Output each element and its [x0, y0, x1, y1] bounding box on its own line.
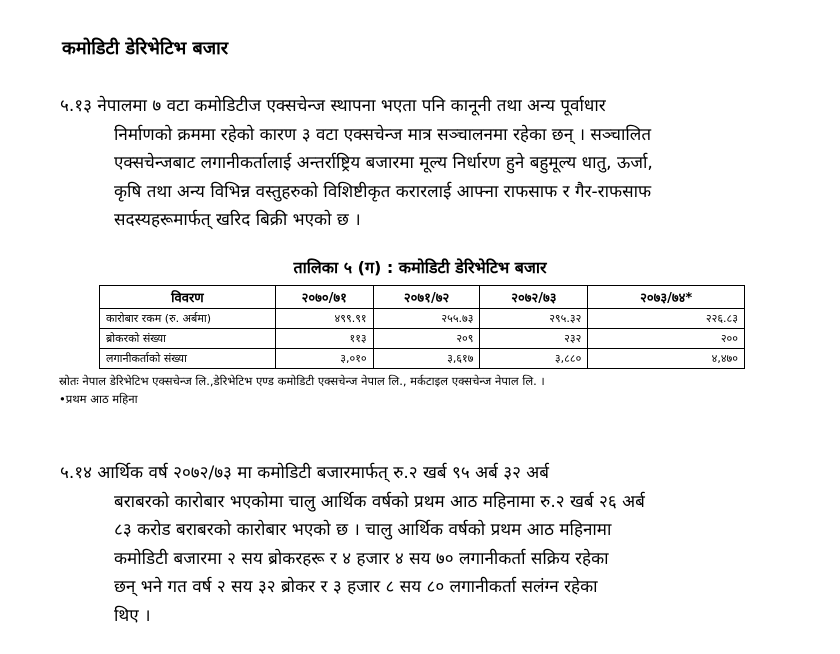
table-footnote: •प्रथम आठ महिना: [59, 392, 138, 406]
paragraph-text: नेपालमा ७ वटा कमोडिटीज एक्सचेन्ज स्थापना भएता पनि कानूनी तथा अन्य पूर्वाधार: [97, 96, 606, 116]
paragraph-number: ५.१३: [60, 96, 92, 116]
table-title: तालिका ५ (ग) : कमोडिटी डेरिभेटिभ बजार: [293, 258, 547, 277]
column-header: २०७३/७४*: [588, 286, 745, 309]
paragraph-line: एक्सचेन्जबाट लगानीकर्तालाई अन्तर्राष्ट्रिय बजारमा मूल्य निर्धारण हुने बहुमूल्य धातु, ऊर्जा,: [114, 153, 653, 173]
row-label: कारोबार रकम (रु. अर्बमा): [100, 309, 276, 329]
paragraph-line: थिए ।: [114, 605, 151, 626]
table-row: [100, 309, 745, 329]
table-cell: २३२: [480, 329, 588, 349]
column-header: विवरण: [100, 286, 276, 309]
paragraph-number: ५.१४: [60, 463, 92, 483]
column-header: २०७०/७१: [275, 286, 373, 309]
paragraph-line: कमोडिटी बजारमा २ सय ब्रोकरहरू र ४ हजार ४ सय ७० लगानीकर्ता सक्रिय रहेका: [114, 548, 609, 569]
row-label: ब्रोकरको संख्या: [100, 329, 276, 349]
table-cell: ११३: [275, 329, 373, 349]
table-cell: २५५.७३: [373, 309, 480, 329]
paragraph-line: [60, 459, 760, 488]
table-cell: ३,८८०: [480, 349, 588, 369]
paragraph-text: आर्थिक वर्ष २०७२/७३ मा कमोडिटी बजारमार्फत् रु.२ खर्ब ९५ अर्ब ३२ अर्ब: [97, 463, 550, 483]
paragraph-line: ८३ करोड बराबरको कारोबार भएको छ । चालु आर्थिक वर्षको प्रथम आठ महिनामा: [114, 520, 612, 540]
table-row: [100, 349, 745, 369]
paragraph-line: [60, 92, 760, 121]
table-source-note: स्रोतः नेपाल डेरिभेटिभ एक्सचेन्ज लि.,डेरिभेटिभ एण्ड कमोडिटी एक्सचेन्ज नेपाल लि., मर्कटाइल एक्सचेन्ज नेपाल लि. ।: [59, 374, 545, 388]
paragraph-line: सदस्यहरूमार्फत् खरिद बिक्री भएको छ ।: [114, 210, 361, 230]
column-header: २०७२/७३: [480, 286, 588, 309]
row-label: लगानीकर्ताको संख्या: [100, 349, 276, 369]
paragraph-5-13: [60, 92, 760, 235]
paragraph-line: छन् भने गत वर्ष २ सय ३२ ब्रोकर र ३ हजार ८ सय ८० लगानीकर्ता सलंग्न रहेका: [114, 577, 598, 597]
paragraph-line: कृषि तथा अन्य विभिन्न वस्तुहरुको विशिष्टीकृत करारलाई आफ्ना राफसाफ र गैर-राफसाफ: [114, 181, 652, 202]
table-cell: २९५.३२: [480, 309, 588, 329]
table-cell: ३,०१०: [275, 349, 373, 369]
section-heading: कमोडिटी डेरिभेटिभ बजार: [62, 38, 229, 59]
table-cell: २२६.८३: [588, 309, 745, 329]
paragraph-line: निर्माणको क्रममा रहेको कारण ३ वटा एक्सचेन्ज मात्र सञ्चालनमा रहेका छन् । सञ्चालित: [114, 124, 652, 145]
table-cell: २००: [588, 329, 745, 349]
table-cell: ४,४७०: [588, 349, 745, 369]
commodity-derivative-table: [99, 285, 745, 369]
table-row: [100, 329, 745, 349]
table-header-row: [100, 286, 745, 309]
column-header: २०७१/७२: [373, 286, 480, 309]
paragraph-5-14: [60, 459, 760, 630]
table-cell: ३,६१७: [373, 349, 480, 369]
paragraph-line: बराबरको कारोबार भएकोमा चालु आर्थिक वर्षको प्रथम आठ महिनामा रु.२ खर्ब २६ अर्ब: [114, 491, 645, 512]
table-cell: ४९९.९१: [275, 309, 373, 329]
table-cell: २०९: [373, 329, 480, 349]
